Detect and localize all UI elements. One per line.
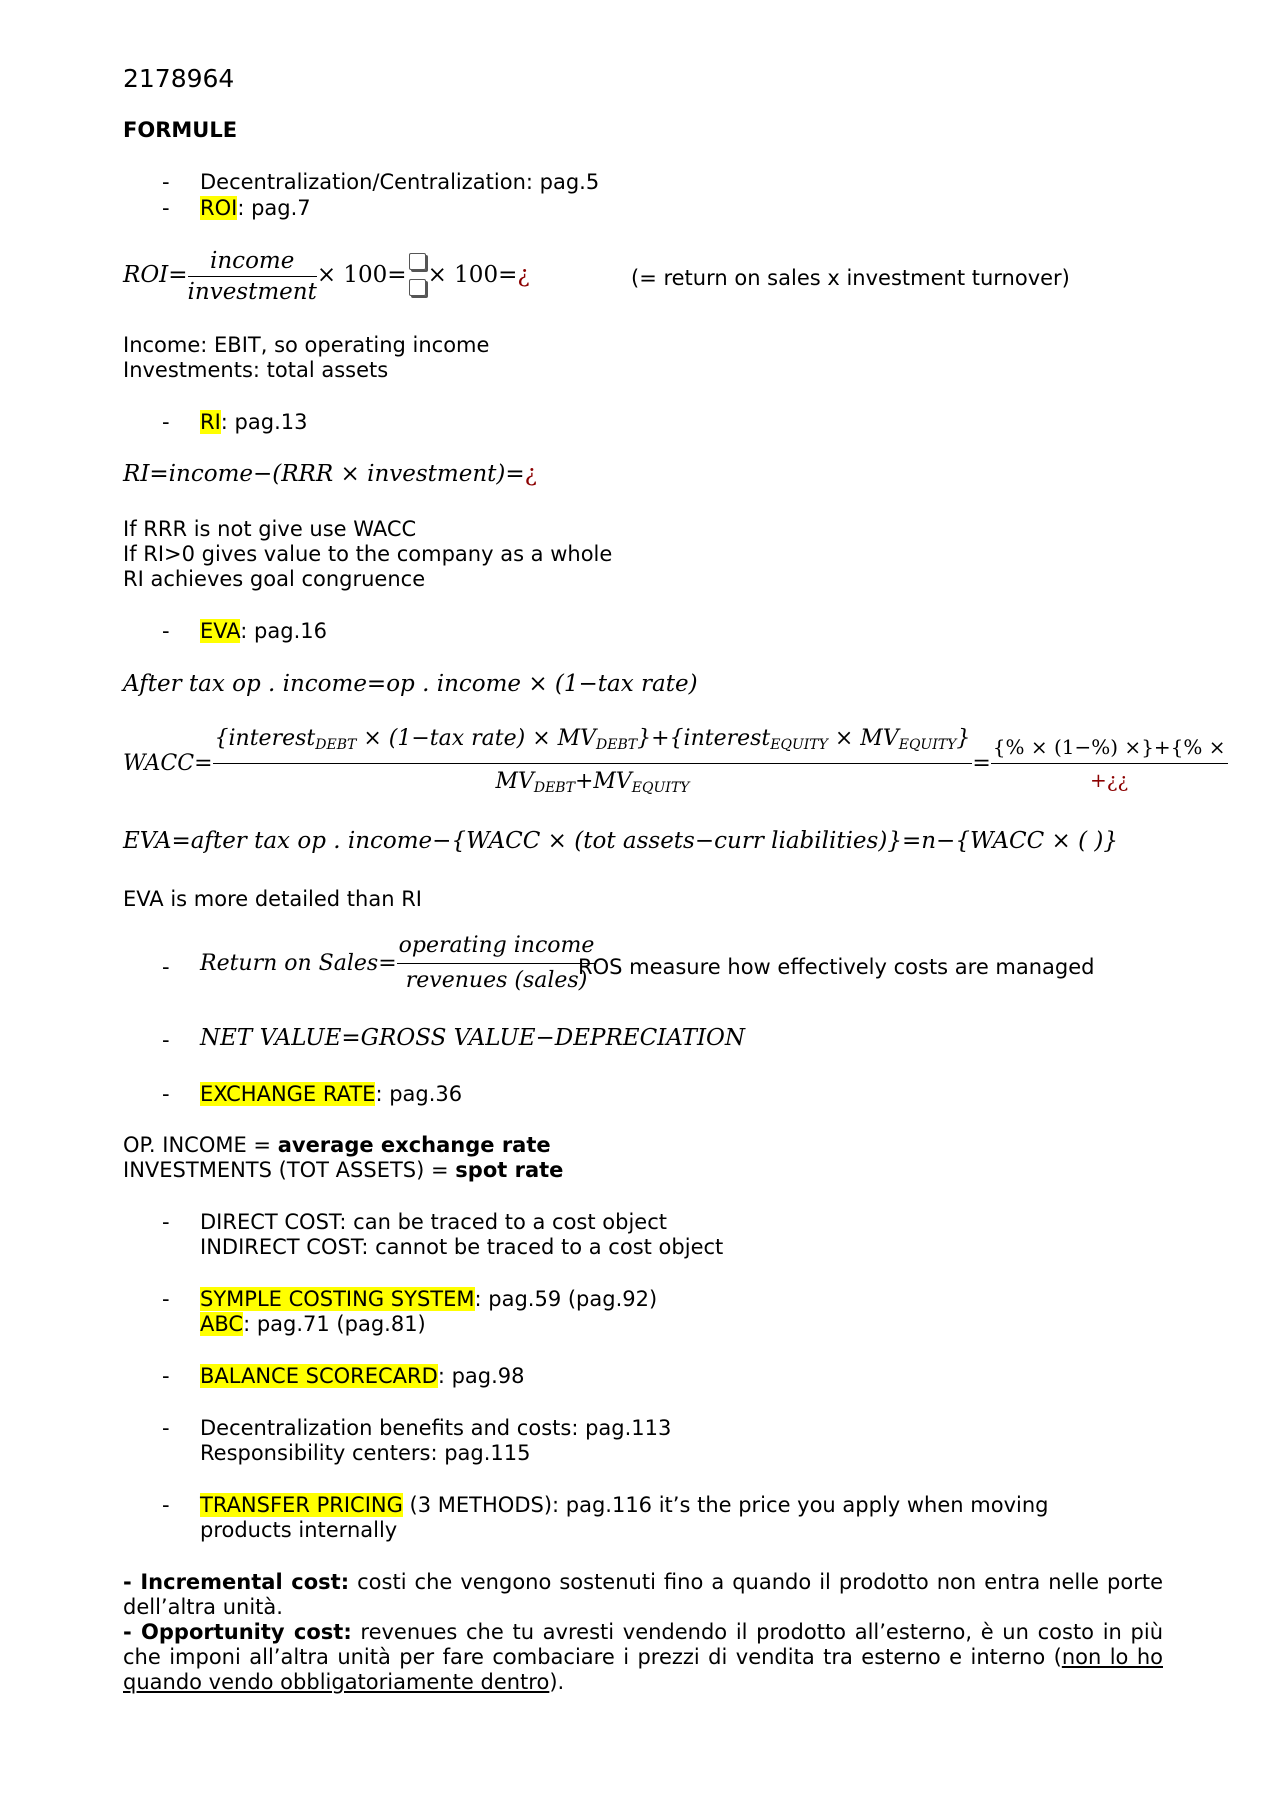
balance-page: : pag.98	[437, 1364, 525, 1388]
roi-times-2: × 100=	[427, 262, 518, 288]
roi-note: (= return on sales x investment turnover)	[631, 266, 1070, 290]
exchange-highlight: EXCHANGE RATE	[200, 1082, 376, 1106]
balance-highlight: BALANCE SCORECARD	[200, 1364, 438, 1388]
indirect-cost-item: INDIRECT COST: cannot be traced to a cost object	[200, 1235, 724, 1259]
placeholder-fraction	[407, 251, 428, 301]
symple-item	[200, 1287, 657, 1312]
eva-detail-note: EVA is more detailed than RI	[123, 887, 422, 911]
wacc-num-part: }+{interest	[637, 726, 771, 751]
wacc-rhs-numerator: {% × (1−%) ×}+{% ×	[991, 732, 1228, 764]
wacc-sub-debt: DEBT	[596, 737, 638, 753]
op-income-note	[123, 1133, 551, 1158]
wacc-rhs-denominator: +¿¿	[1090, 768, 1129, 792]
roi-item	[200, 196, 311, 221]
abc-highlight: ABC	[200, 1312, 244, 1336]
roi-highlight: ROI	[200, 196, 238, 220]
investments-note: Investments: total assets	[123, 358, 389, 382]
bullet-dash: -	[162, 955, 170, 979]
wacc-num-part: × MV	[827, 726, 899, 751]
wacc-lhs: WACC=	[123, 751, 213, 776]
investments-tot-value: spot rate	[455, 1158, 564, 1182]
wacc-numerator	[213, 722, 973, 764]
wacc-denominator	[213, 764, 973, 805]
roi-formula	[123, 245, 530, 305]
wacc-sub-equity: EQUITY	[631, 780, 690, 796]
bullet-dash: -	[162, 170, 170, 194]
wacc-num-part: × (1−tax rate) × MV	[356, 726, 597, 751]
ri-positive-note: If RI>0 gives value to the company as a whole	[123, 542, 613, 566]
transfer-highlight: TRANSFER PRICING	[200, 1493, 403, 1517]
roi-fraction	[188, 247, 317, 306]
wacc-den-part: MV	[495, 769, 534, 794]
net-value-formula: NET VALUE=GROSS VALUE−DEPRECIATION	[200, 1025, 746, 1051]
placeholder-box-icon	[409, 253, 426, 270]
transfer-item	[200, 1493, 1048, 1518]
transfer-rest: (3 METHODS): pag.116 it’s the price you apply when moving	[402, 1493, 1049, 1517]
roi-page: : pag.7	[237, 196, 311, 220]
investments-tot-note	[123, 1158, 563, 1183]
ros-denominator: revenues (sales)	[405, 968, 588, 993]
bullet-dash: -	[162, 1364, 170, 1388]
page-title: FORMULE	[123, 118, 238, 142]
bullet-dash: -	[162, 1210, 170, 1234]
exchange-item	[200, 1082, 462, 1107]
transfer-rest-2: products internally	[200, 1518, 398, 1542]
opportunity-text: revenues che tu avresti vendendo il prodotto all’esterno, è un costo in più che imponi all’altra unità per fare combaciare i prezzi di vendita tra esterno e interno (	[123, 1620, 1163, 1669]
bullet-dash: -	[162, 1082, 170, 1106]
ros-fraction	[397, 930, 597, 997]
wacc-equals: =	[972, 751, 991, 776]
bullet-dash: -	[162, 196, 170, 220]
direct-cost-item: DIRECT COST: can be traced to a cost object	[200, 1210, 667, 1234]
wacc-sub-debt: DEBT	[315, 737, 357, 753]
eva-highlight: EVA	[200, 619, 241, 643]
header-number: 2178964	[123, 64, 235, 93]
incremental-lead: - Incremental cost:	[123, 1570, 350, 1594]
responsibility-item: Responsibility centers: pag.115	[200, 1441, 531, 1465]
eva-item	[200, 619, 327, 644]
roi-numerator: income	[188, 247, 317, 277]
placeholder-box-icon	[409, 279, 426, 296]
decentral-benefits-item: Decentralization benefits and costs: pag.113	[200, 1416, 672, 1440]
symple-page: : pag.59 (pag.92)	[474, 1287, 658, 1311]
exchange-page: : pag.36	[375, 1082, 463, 1106]
roi-denominator: investment	[187, 278, 317, 305]
roi-question: ¿	[517, 262, 530, 288]
bullet-dash: -	[162, 619, 170, 643]
ri-expression: RI=income−(RRR × investment)=	[123, 461, 525, 487]
abc-item	[200, 1312, 426, 1337]
wacc-formula	[123, 722, 1228, 805]
ros-formula	[200, 930, 596, 997]
opportunity-end: ).	[549, 1670, 565, 1694]
abc-page: : pag.71 (pag.81)	[243, 1312, 426, 1336]
ros-numerator: operating income	[397, 930, 597, 964]
ros-lhs: Return on Sales=	[200, 951, 397, 976]
ri-question: ¿	[524, 461, 537, 487]
income-note: Income: EBIT, so operating income	[123, 333, 490, 357]
bullet-dash: -	[162, 1416, 170, 1440]
ri-item	[200, 410, 307, 435]
roi-times: × 100=	[316, 262, 407, 288]
incremental-cost-paragraph	[123, 1570, 1163, 1620]
decentral-item: Decentralization/Centralization: pag.5	[200, 170, 600, 194]
investments-tot-label: INVESTMENTS (TOT ASSETS) =	[123, 1158, 456, 1182]
ri-goal-note: RI achieves goal congruence	[123, 567, 426, 591]
rrr-note: If RRR is not give use WACC	[123, 517, 417, 541]
wacc-rhs-fraction	[991, 732, 1228, 795]
wacc-num-part: {interest	[214, 726, 316, 751]
wacc-num-part: }	[956, 726, 971, 751]
wacc-sub-equity: EQUITY	[898, 737, 957, 753]
wacc-sub-debt: DEBT	[533, 780, 575, 796]
op-income-value: average exchange rate	[277, 1133, 551, 1157]
after-tax-formula: After tax op . income=op . income × (1−tax rate)	[123, 671, 698, 697]
roi-lhs: ROI=	[123, 262, 188, 288]
opportunity-underlined: non lo ho quando vendo obbligatoriamente dentro	[123, 1645, 1163, 1694]
opportunity-lead: - Opportunity cost:	[123, 1620, 352, 1644]
bullet-dash: -	[162, 410, 170, 434]
wacc-sub-equity: EQUITY	[770, 737, 828, 753]
bullet-dash: -	[162, 1493, 170, 1517]
eva-formula: EVA=after tax op . income−{WACC × (tot assets−curr liabilities)}=n−{WACC × ( )}	[123, 828, 1119, 854]
symple-highlight: SYMPLE COSTING SYSTEM	[200, 1287, 475, 1311]
ri-formula	[123, 462, 537, 487]
eva-page: : pag.16	[240, 619, 327, 643]
wacc-den-part: +MV	[574, 769, 632, 794]
incremental-text: costi che vengono sostenuti fino a quando il prodotto non entra nelle porte dell’altra unità.	[123, 1570, 1163, 1619]
ros-note: ROS measure how effectively costs are managed	[578, 955, 1095, 979]
opportunity-cost-paragraph	[123, 1620, 1163, 1695]
ri-page: : pag.13	[220, 410, 308, 434]
bullet-dash: -	[162, 1287, 170, 1311]
ri-highlight: RI	[200, 410, 221, 434]
op-income-label: OP. INCOME =	[123, 1133, 278, 1157]
wacc-fraction	[213, 722, 973, 805]
bullet-dash: -	[162, 1028, 170, 1052]
balance-item	[200, 1364, 525, 1389]
